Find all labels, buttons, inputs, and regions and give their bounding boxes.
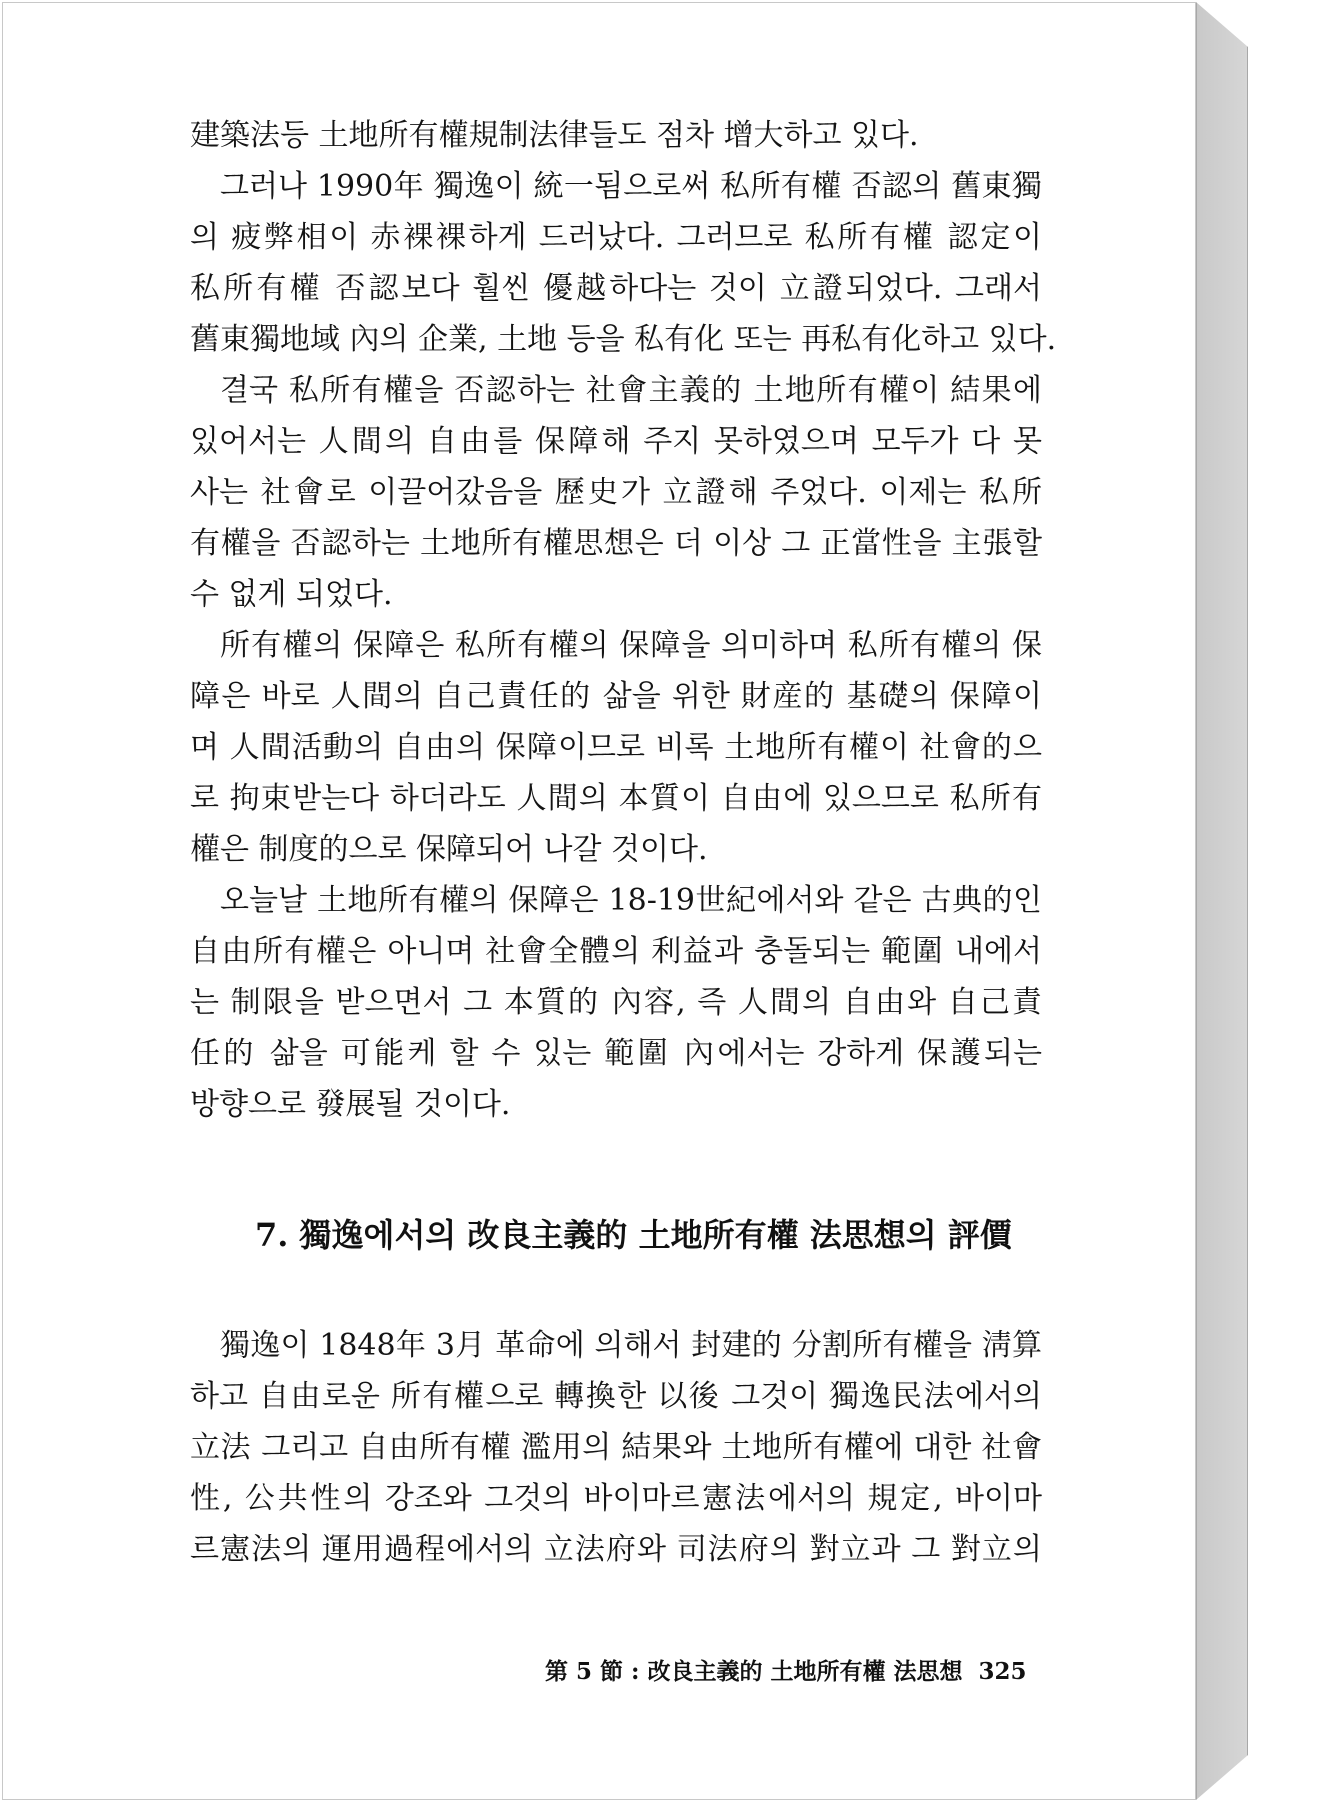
text-line: 로 拘束받는다 하더라도 人間의 本質이 自由에 있으므로 私所有 — [190, 781, 1042, 816]
text-line: 有權을 否認하는 土地所有權思想은 더 이상 그 正當性을 主張할 — [190, 526, 1042, 561]
text-line: 있어서는 人間의 自由를 保障해 주지 못하였으며 모두가 다 못 — [190, 424, 1042, 459]
text-line: 르憲法의 運用過程에서의 立法府와 司法府의 對立과 그 對立의 — [190, 1532, 1042, 1567]
text-line: 獨逸이 1848年 3月 革命에 의해서 封建的 分割所有權을 淸算 — [220, 1328, 1042, 1363]
text-line: 自由所有權은 아니며 社會全體의 利益과 충돌되는 範圍 내에서 — [190, 934, 1042, 969]
text-line: 舊東獨地域 內의 企業, 土地 등을 私有化 또는 再私有化하고 있다. — [190, 322, 1057, 357]
section-heading: 7. 獨逸에서의 改良主義的 土地所有權 法思想의 評價 — [255, 1216, 1012, 1254]
footer-section-label: 第 5 節 : 改良主義的 土地所有權 法思想 — [545, 1658, 963, 1685]
text-line: 결국 私所有權을 否認하는 社會主義的 土地所有權이 結果에 — [220, 373, 1042, 408]
text-line: 사는 社會로 이끌어갔음을 歷史가 立證해 주었다. 이제는 私所 — [190, 475, 1042, 510]
text-line: 며 人間活動의 自由의 保障이므로 비록 土地所有權이 社會的으 — [190, 730, 1042, 765]
text-line: 私所有權 否認보다 훨씬 優越하다는 것이 立證되었다. 그래서 — [190, 271, 1042, 306]
text-line: 建築法등 土地所有權規制法律들도 점차 增大하고 있다. — [190, 118, 919, 153]
text-line: 오늘날 土地所有權의 保障은 18-19世紀에서와 같은 古典的인 — [220, 883, 1042, 918]
text-line: 權은 制度的으로 保障되어 나갈 것이다. — [190, 832, 708, 867]
text-line: 所有權의 保障은 私所有權의 保障을 의미하며 私所有權의 保 — [220, 628, 1042, 663]
text-line: 하고 自由로운 所有權으로 轉換한 以後 그것이 獨逸民法에서의 — [190, 1379, 1042, 1414]
text-line: 性, 公共性의 강조와 그것의 바이마르憲法에서의 規定, 바이마 — [190, 1481, 1042, 1516]
text-line: 立法 그리고 自由所有權 濫用의 結果와 土地所有權에 대한 社會 — [190, 1430, 1042, 1465]
book-spine — [1196, 2, 1248, 1800]
running-footer — [545, 1652, 1025, 1692]
text-line: 의 疲弊相이 赤裸裸하게 드러났다. 그러므로 私所有權 認定이 — [190, 220, 1042, 255]
text-line: 방향으로 發展될 것이다. — [190, 1087, 511, 1122]
text-line: 는 制限을 받으면서 그 本質的 內容, 즉 人間의 自由와 自己責 — [190, 985, 1042, 1020]
text-line: 수 없게 되었다. — [190, 577, 393, 612]
page-number: 325 — [978, 1658, 1027, 1685]
text-line: 그러나 1990年 獨逸이 統一됨으로써 私所有權 否認의 舊東獨 — [220, 169, 1042, 204]
body-text-block-1 — [190, 110, 1057, 1130]
text-line: 任的 삶을 可能케 할 수 있는 範圍 內에서는 강하게 保護되는 — [190, 1036, 1042, 1071]
text-line: 障은 바로 人間의 自己責任的 삶을 위한 財産的 基礎의 保障이 — [190, 679, 1042, 714]
body-text-block-2 — [190, 1320, 1042, 1575]
